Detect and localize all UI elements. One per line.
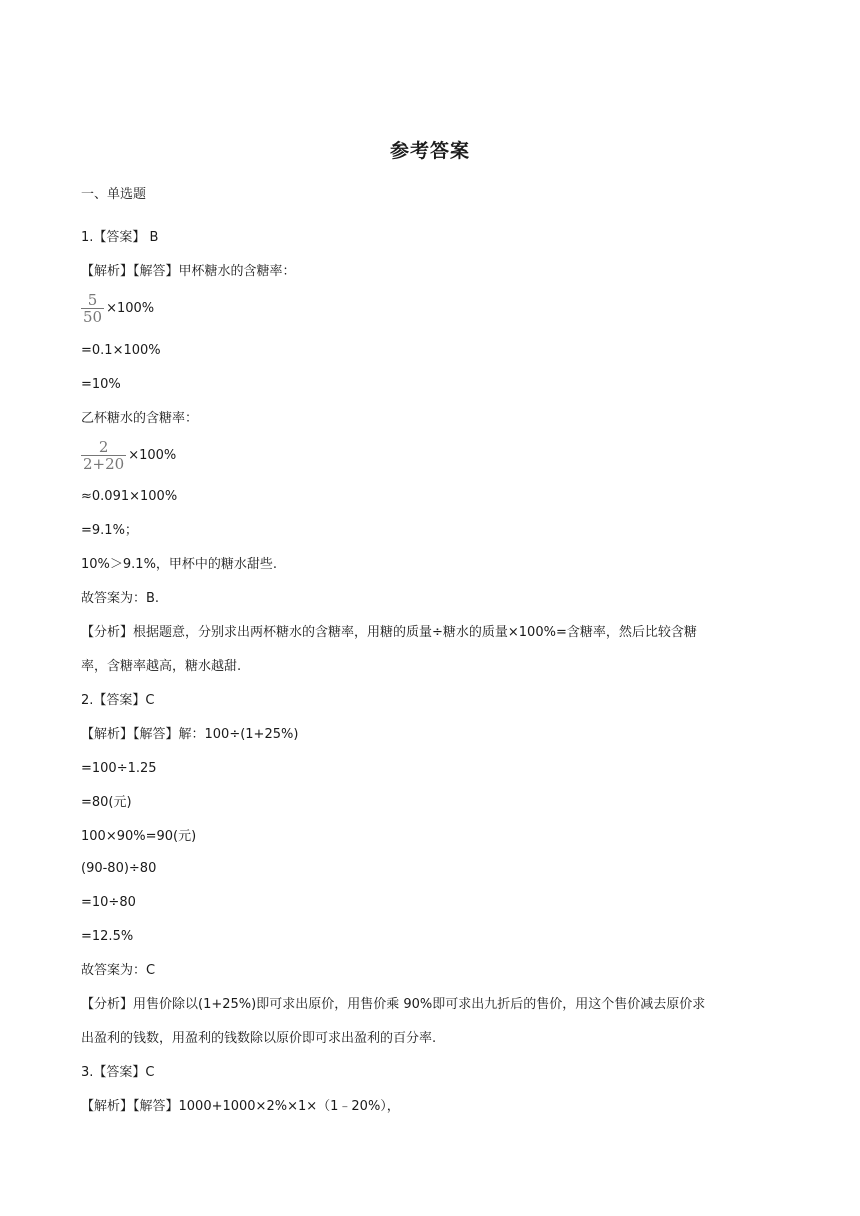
q2-fenxi-2: 出盈利的钱数，用盈利的钱数除以原价即可求出盈利的百分率.: [81, 1031, 437, 1046]
q3-jiexi: 【解析】【解答】1000+1000×2%×1×（1﹣20%），: [81, 1099, 400, 1114]
q1-step-6: 10%＞9.1%，甲杯中的糖水甜些.: [81, 557, 278, 572]
q1-step-4: ≈0.091×100%: [81, 489, 178, 504]
q1-step-3: 乙杯糖水的含糖率：: [81, 411, 199, 426]
q2-step-4: (90-80)÷80: [81, 861, 157, 876]
q2-step-6: =12.5%: [81, 929, 134, 944]
page-title: 参考答案: [389, 140, 470, 162]
q2-step-3: 100×90%=90(元): [81, 829, 197, 844]
q1-answer: 1.【答案】 B: [81, 230, 159, 245]
section-heading: 一、单选题: [81, 187, 147, 202]
q1-fraction2-numerator: 2: [98, 438, 109, 456]
q2-step-2: =80(元): [81, 795, 132, 810]
q1-fraction: [81, 293, 104, 325]
q1-step-2: =10%: [81, 377, 121, 392]
q2-jiexi: 【解析】【解答】解：100÷(1+25%): [81, 727, 299, 742]
q1-conclusion: 故答案为：B.: [81, 591, 160, 606]
q2-fenxi-1: 【分析】用售价除以(1+25%)即可求出原价，用售价乘 90%即可求出九折后的售价，用这个售价减去原价求: [81, 997, 706, 1012]
q1-step-1: =0.1×100%: [81, 343, 161, 358]
q1-fraction-suffix: ×100%: [106, 301, 155, 316]
q1-jiexi: 【解析】【解答】甲杯糖水的含糖率：: [81, 264, 296, 279]
q1-step-5: =9.1%；: [81, 523, 138, 538]
q1-fraction-line: [81, 293, 154, 325]
q2-step-1: =100÷1.25: [81, 761, 157, 776]
q1-fraction2: [81, 440, 126, 472]
q3-answer: 3.【答案】C: [81, 1065, 155, 1080]
q1-fraction-denominator: 50: [83, 308, 103, 326]
q1-fenxi-1: 【分析】根据题意，分别求出两杯糖水的含糖率，用糖的质量÷糖水的质量×100%=含糖率，然后比较含糖: [81, 625, 697, 640]
q1-fenxi-2: 率，含糖率越高，糖水越甜.: [81, 659, 242, 674]
q2-step-5: =10÷80: [81, 895, 136, 910]
q2-conclusion: 故答案为：C: [81, 963, 156, 978]
q1-fraction2-line: [81, 440, 176, 472]
q1-fraction2-suffix: ×100%: [128, 448, 177, 463]
q1-fraction2-denominator: 2+20: [83, 455, 125, 473]
q1-fraction-numerator: 5: [87, 291, 98, 309]
q2-answer: 2.【答案】C: [81, 693, 155, 708]
